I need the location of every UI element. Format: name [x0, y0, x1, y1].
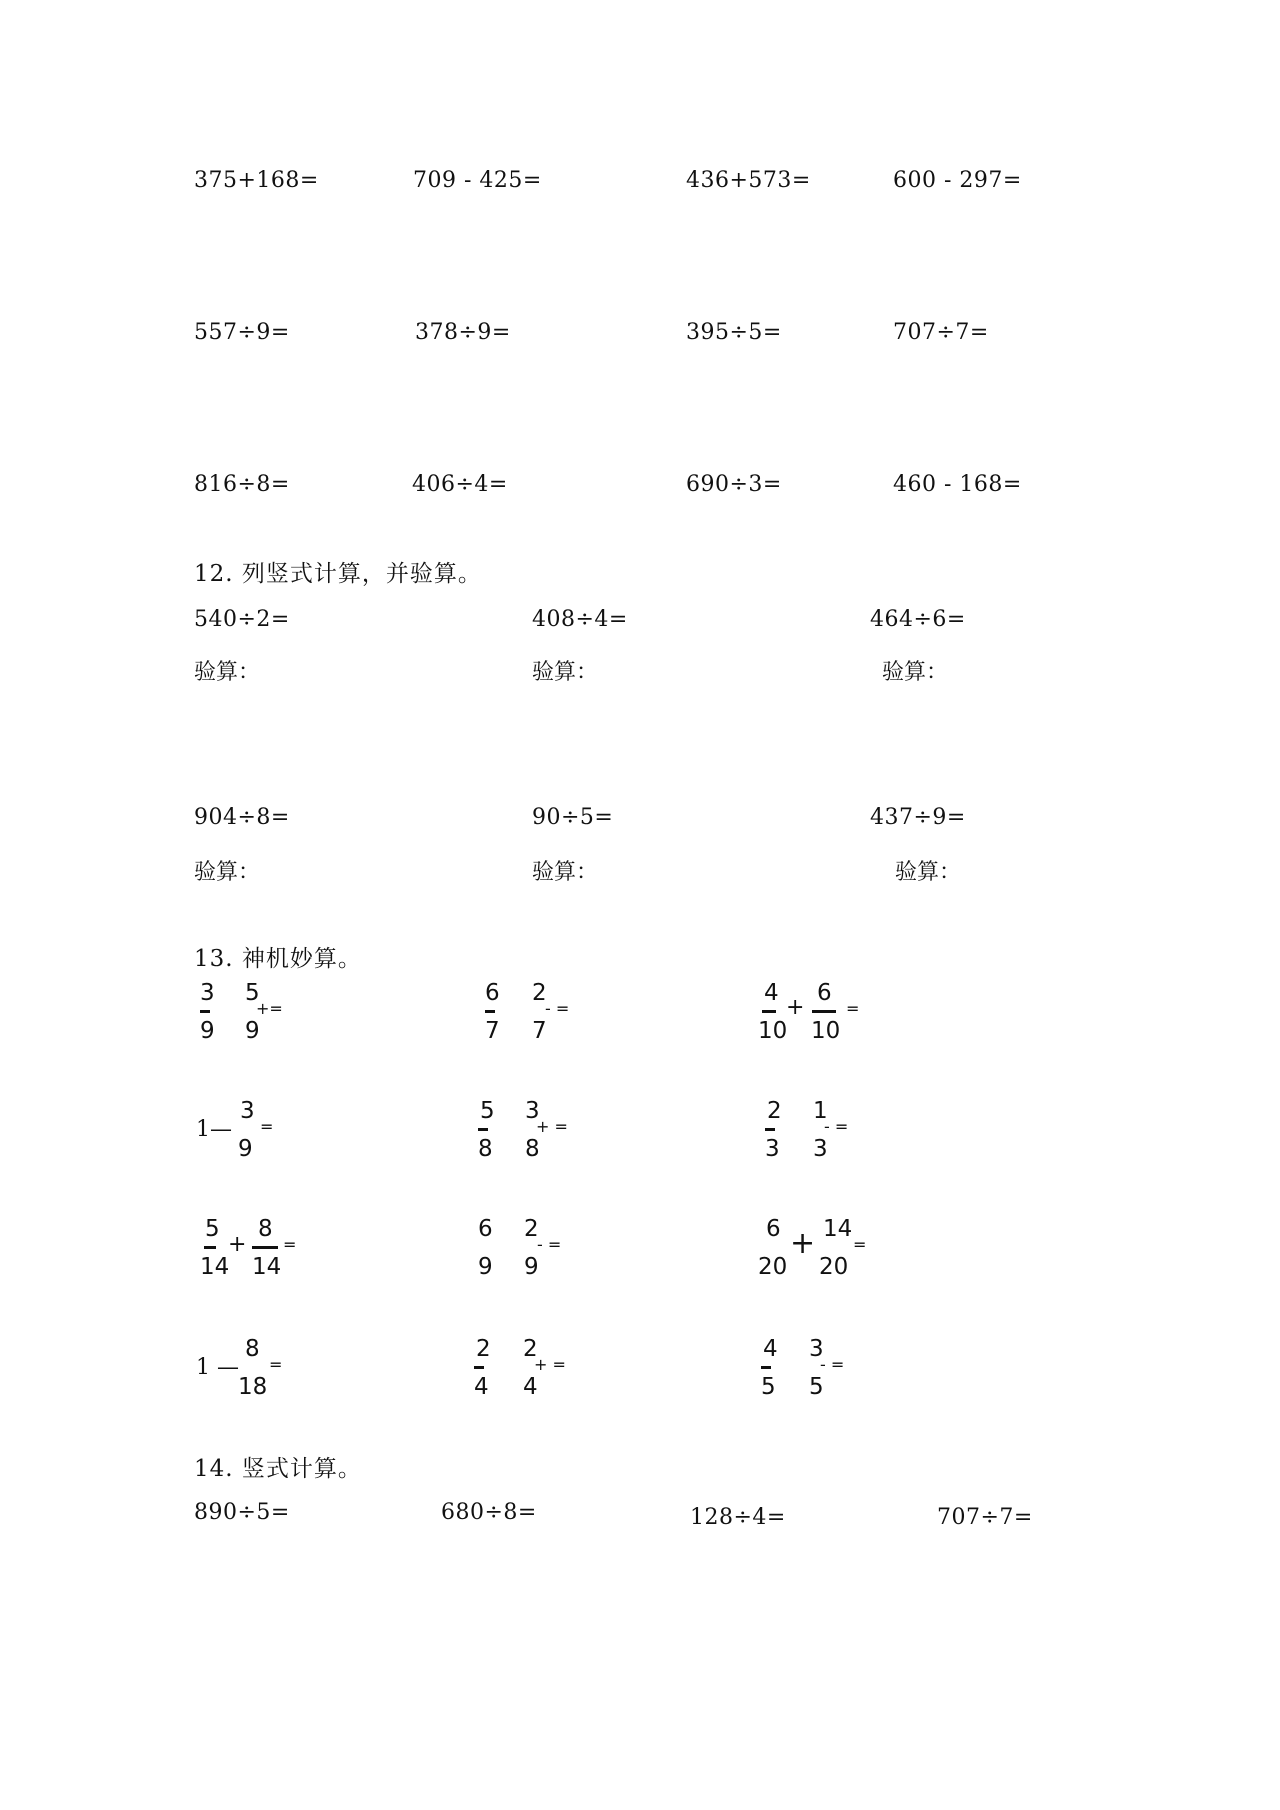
operator-tail: - = — [820, 1355, 845, 1374]
q12-expr-2: 408÷4= — [532, 607, 628, 632]
frac-numerator: 14 — [823, 1216, 853, 1242]
expr-r2-c4: 707÷7= — [893, 320, 989, 345]
frac-denominator: 20 — [819, 1254, 849, 1280]
expr-r2-c2: 378÷9= — [415, 320, 511, 345]
operator-tail: - = — [537, 1235, 562, 1254]
fraction-bar — [474, 1366, 484, 1369]
operator-tail: - = — [824, 1117, 849, 1136]
frac-denominator: 7 — [485, 1018, 500, 1044]
expr-r1-c3: 436+573= — [686, 168, 811, 193]
frac-numerator: 6 — [478, 1216, 493, 1242]
frac-denominator: 4 — [474, 1374, 489, 1400]
operator-tail: = — [260, 1117, 274, 1136]
frac-denominator: 8 — [478, 1136, 493, 1162]
frac-numerator: 5 — [245, 980, 260, 1006]
q12-check-label-5: 验算： — [532, 860, 599, 885]
q12-expr-4: 904÷8= — [194, 805, 290, 830]
frac-numerator: 6 — [485, 980, 500, 1006]
expr-r3-c2: 406÷4= — [412, 472, 508, 497]
frac-numerator: 3 — [200, 980, 215, 1006]
frac-numerator: 5 — [480, 1098, 495, 1124]
q13-title: 13. 神机妙算。 — [194, 946, 362, 972]
frac-denominator: 5 — [809, 1374, 824, 1400]
frac-denominator: 9 — [238, 1136, 253, 1162]
fraction-bar — [812, 1010, 836, 1013]
frac-numerator: 1 — [813, 1098, 828, 1124]
frac-numerator: 6 — [766, 1216, 781, 1242]
frac-numerator: 4 — [764, 980, 779, 1006]
frac-denominator: 3 — [765, 1136, 780, 1162]
whole-number-one: 1 — — [196, 1355, 239, 1380]
plus-operator: + — [790, 1226, 816, 1261]
fraction-bar — [200, 1010, 210, 1013]
frac-denominator: 9 — [200, 1018, 215, 1044]
frac-denominator: 10 — [758, 1018, 788, 1044]
frac-numerator: 3 — [525, 1098, 540, 1124]
operator-tail: = — [846, 999, 860, 1018]
q14-expr-2: 680÷8= — [441, 1500, 537, 1525]
frac-numerator: 2 — [524, 1216, 539, 1242]
q12-check-label-2: 验算： — [532, 660, 599, 685]
operator-tail: + = — [536, 1117, 568, 1136]
plus-operator: + — [786, 995, 805, 1020]
operator-tail: + = — [534, 1355, 566, 1374]
q12-check-label-1: 验算： — [194, 660, 261, 685]
q12-check-label-6: 验算： — [895, 860, 962, 885]
frac-denominator: 18 — [238, 1374, 268, 1400]
frac-denominator: 9 — [524, 1254, 539, 1280]
frac-denominator: 7 — [532, 1018, 547, 1044]
fraction-bar — [252, 1246, 278, 1249]
q12-check-label-4: 验算： — [194, 860, 261, 885]
expr-r2-c1: 557÷9= — [194, 320, 290, 345]
operator-tail: += — [256, 999, 283, 1018]
whole-number-one: 1— — [196, 1117, 232, 1142]
fraction-bar — [762, 1010, 776, 1013]
expr-r1-c1: 375+168= — [194, 168, 319, 193]
expr-r3-c4: 460 - 168= — [893, 472, 1022, 497]
q12-title: 12. 列竖式计算，并验算。 — [194, 561, 482, 587]
frac-denominator: 9 — [245, 1018, 260, 1044]
fraction-bar — [761, 1366, 771, 1369]
frac-numerator: 2 — [767, 1098, 782, 1124]
frac-denominator: 10 — [811, 1018, 841, 1044]
frac-denominator: 4 — [523, 1374, 538, 1400]
fraction-bar — [204, 1246, 216, 1249]
frac-numerator: 6 — [817, 980, 832, 1006]
q12-expr-3: 464÷6= — [870, 607, 966, 632]
frac-numerator: 2 — [476, 1336, 491, 1362]
frac-numerator: 3 — [240, 1098, 255, 1124]
frac-denominator: 9 — [478, 1254, 493, 1280]
expr-r1-c2: 709 - 425= — [413, 168, 542, 193]
operator-tail: = — [283, 1235, 297, 1254]
operator-tail: = — [269, 1355, 283, 1374]
frac-numerator: 2 — [532, 980, 547, 1006]
frac-numerator: 5 — [205, 1216, 220, 1242]
frac-numerator: 4 — [763, 1336, 778, 1362]
fraction-bar — [478, 1128, 488, 1131]
frac-denominator: 20 — [758, 1254, 788, 1280]
expr-r1-c4: 600 - 297= — [893, 168, 1022, 193]
q12-expr-1: 540÷2= — [194, 607, 290, 632]
frac-denominator: 14 — [200, 1254, 230, 1280]
q12-check-label-3: 验算： — [882, 660, 949, 685]
q12-expr-5: 90÷5= — [532, 805, 614, 830]
frac-numerator: 2 — [523, 1336, 538, 1362]
operator-tail: - = — [545, 999, 570, 1018]
plus-operator: + — [228, 1232, 247, 1257]
q14-expr-3: 128÷4= — [690, 1505, 786, 1530]
q14-expr-4: 707÷7= — [937, 1505, 1033, 1530]
frac-numerator: 8 — [258, 1216, 273, 1242]
expr-r3-c3: 690÷3= — [686, 472, 782, 497]
frac-denominator: 14 — [252, 1254, 282, 1280]
fraction-bar — [485, 1010, 495, 1013]
frac-denominator: 3 — [813, 1136, 828, 1162]
frac-denominator: 5 — [761, 1374, 776, 1400]
q12-expr-6: 437÷9= — [870, 805, 966, 830]
fraction-bar — [765, 1128, 775, 1131]
q14-title: 14. 竖式计算。 — [194, 1456, 362, 1482]
operator-tail: = — [853, 1235, 867, 1254]
q14-expr-1: 890÷5= — [194, 1500, 290, 1525]
frac-numerator: 3 — [809, 1336, 824, 1362]
frac-numerator: 8 — [245, 1336, 260, 1362]
expr-r3-c1: 816÷8= — [194, 472, 290, 497]
expr-r2-c3: 395÷5= — [686, 320, 782, 345]
frac-denominator: 8 — [525, 1136, 540, 1162]
